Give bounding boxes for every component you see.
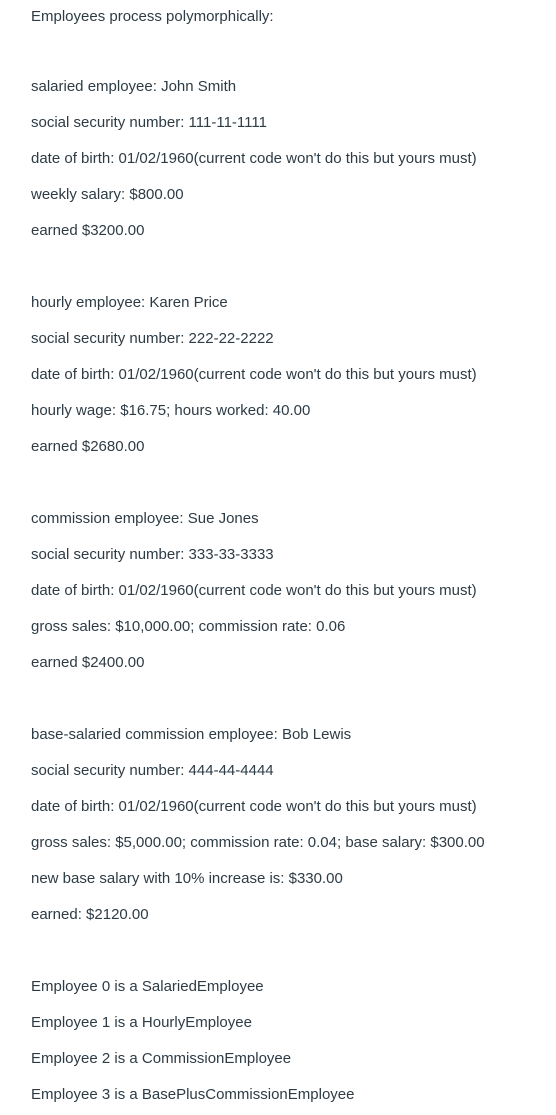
employee-raise: new base salary with 10% increase is: $330.00 xyxy=(31,870,343,887)
employee-dob: date of birth: 01/02/1960(current code won't do this but yours must) xyxy=(31,798,477,815)
employee-dob: date of birth: 01/02/1960(current code won't do this but yours must) xyxy=(31,366,477,383)
employee-title: hourly employee: Karen Price xyxy=(31,294,228,311)
employee-dob: date of birth: 01/02/1960(current code won't do this but yours must) xyxy=(31,582,477,599)
employee-title: base-salaried commission employee: Bob Lewis xyxy=(31,726,352,743)
employee-type-line: Employee 0 is a SalariedEmployee xyxy=(31,978,264,995)
employee-type-line: Employee 2 is a CommissionEmployee xyxy=(31,1050,292,1067)
output-heading: Employees process polymorphically: xyxy=(31,8,274,25)
employee-ssn: social security number: 333-33-3333 xyxy=(31,546,274,563)
employee-title: salaried employee: John Smith xyxy=(31,78,237,95)
employee-dob: date of birth: 01/02/1960(current code won't do this but yours must) xyxy=(31,150,477,167)
employee-earned: earned $2400.00 xyxy=(31,654,145,671)
employee-ssn: social security number: 444-44-4444 xyxy=(31,762,274,779)
employee-pay-info: gross sales: $10,000.00; commission rate: 0.06 xyxy=(31,618,346,635)
employee-ssn: social security number: 222-22-2222 xyxy=(31,330,274,347)
employee-pay-info: gross sales: $5,000.00; commission rate: 0.04; base salary: $300.00 xyxy=(31,834,485,851)
employee-type-line: Employee 3 is a BasePlusCommissionEmployee xyxy=(31,1086,355,1103)
employee-pay-info: hourly wage: $16.75; hours worked: 40.00 xyxy=(31,402,311,419)
employee-ssn: social security number: 111-11-1111 xyxy=(31,114,267,131)
employee-earned: earned $3200.00 xyxy=(31,222,145,239)
employee-title: commission employee: Sue Jones xyxy=(31,510,259,527)
employee-type-line: Employee 1 is a HourlyEmployee xyxy=(31,1014,252,1031)
employee-earned: earned $2680.00 xyxy=(31,438,145,455)
employee-earned: earned: $2120.00 xyxy=(31,906,149,923)
employee-pay-info: weekly salary: $800.00 xyxy=(31,186,184,203)
